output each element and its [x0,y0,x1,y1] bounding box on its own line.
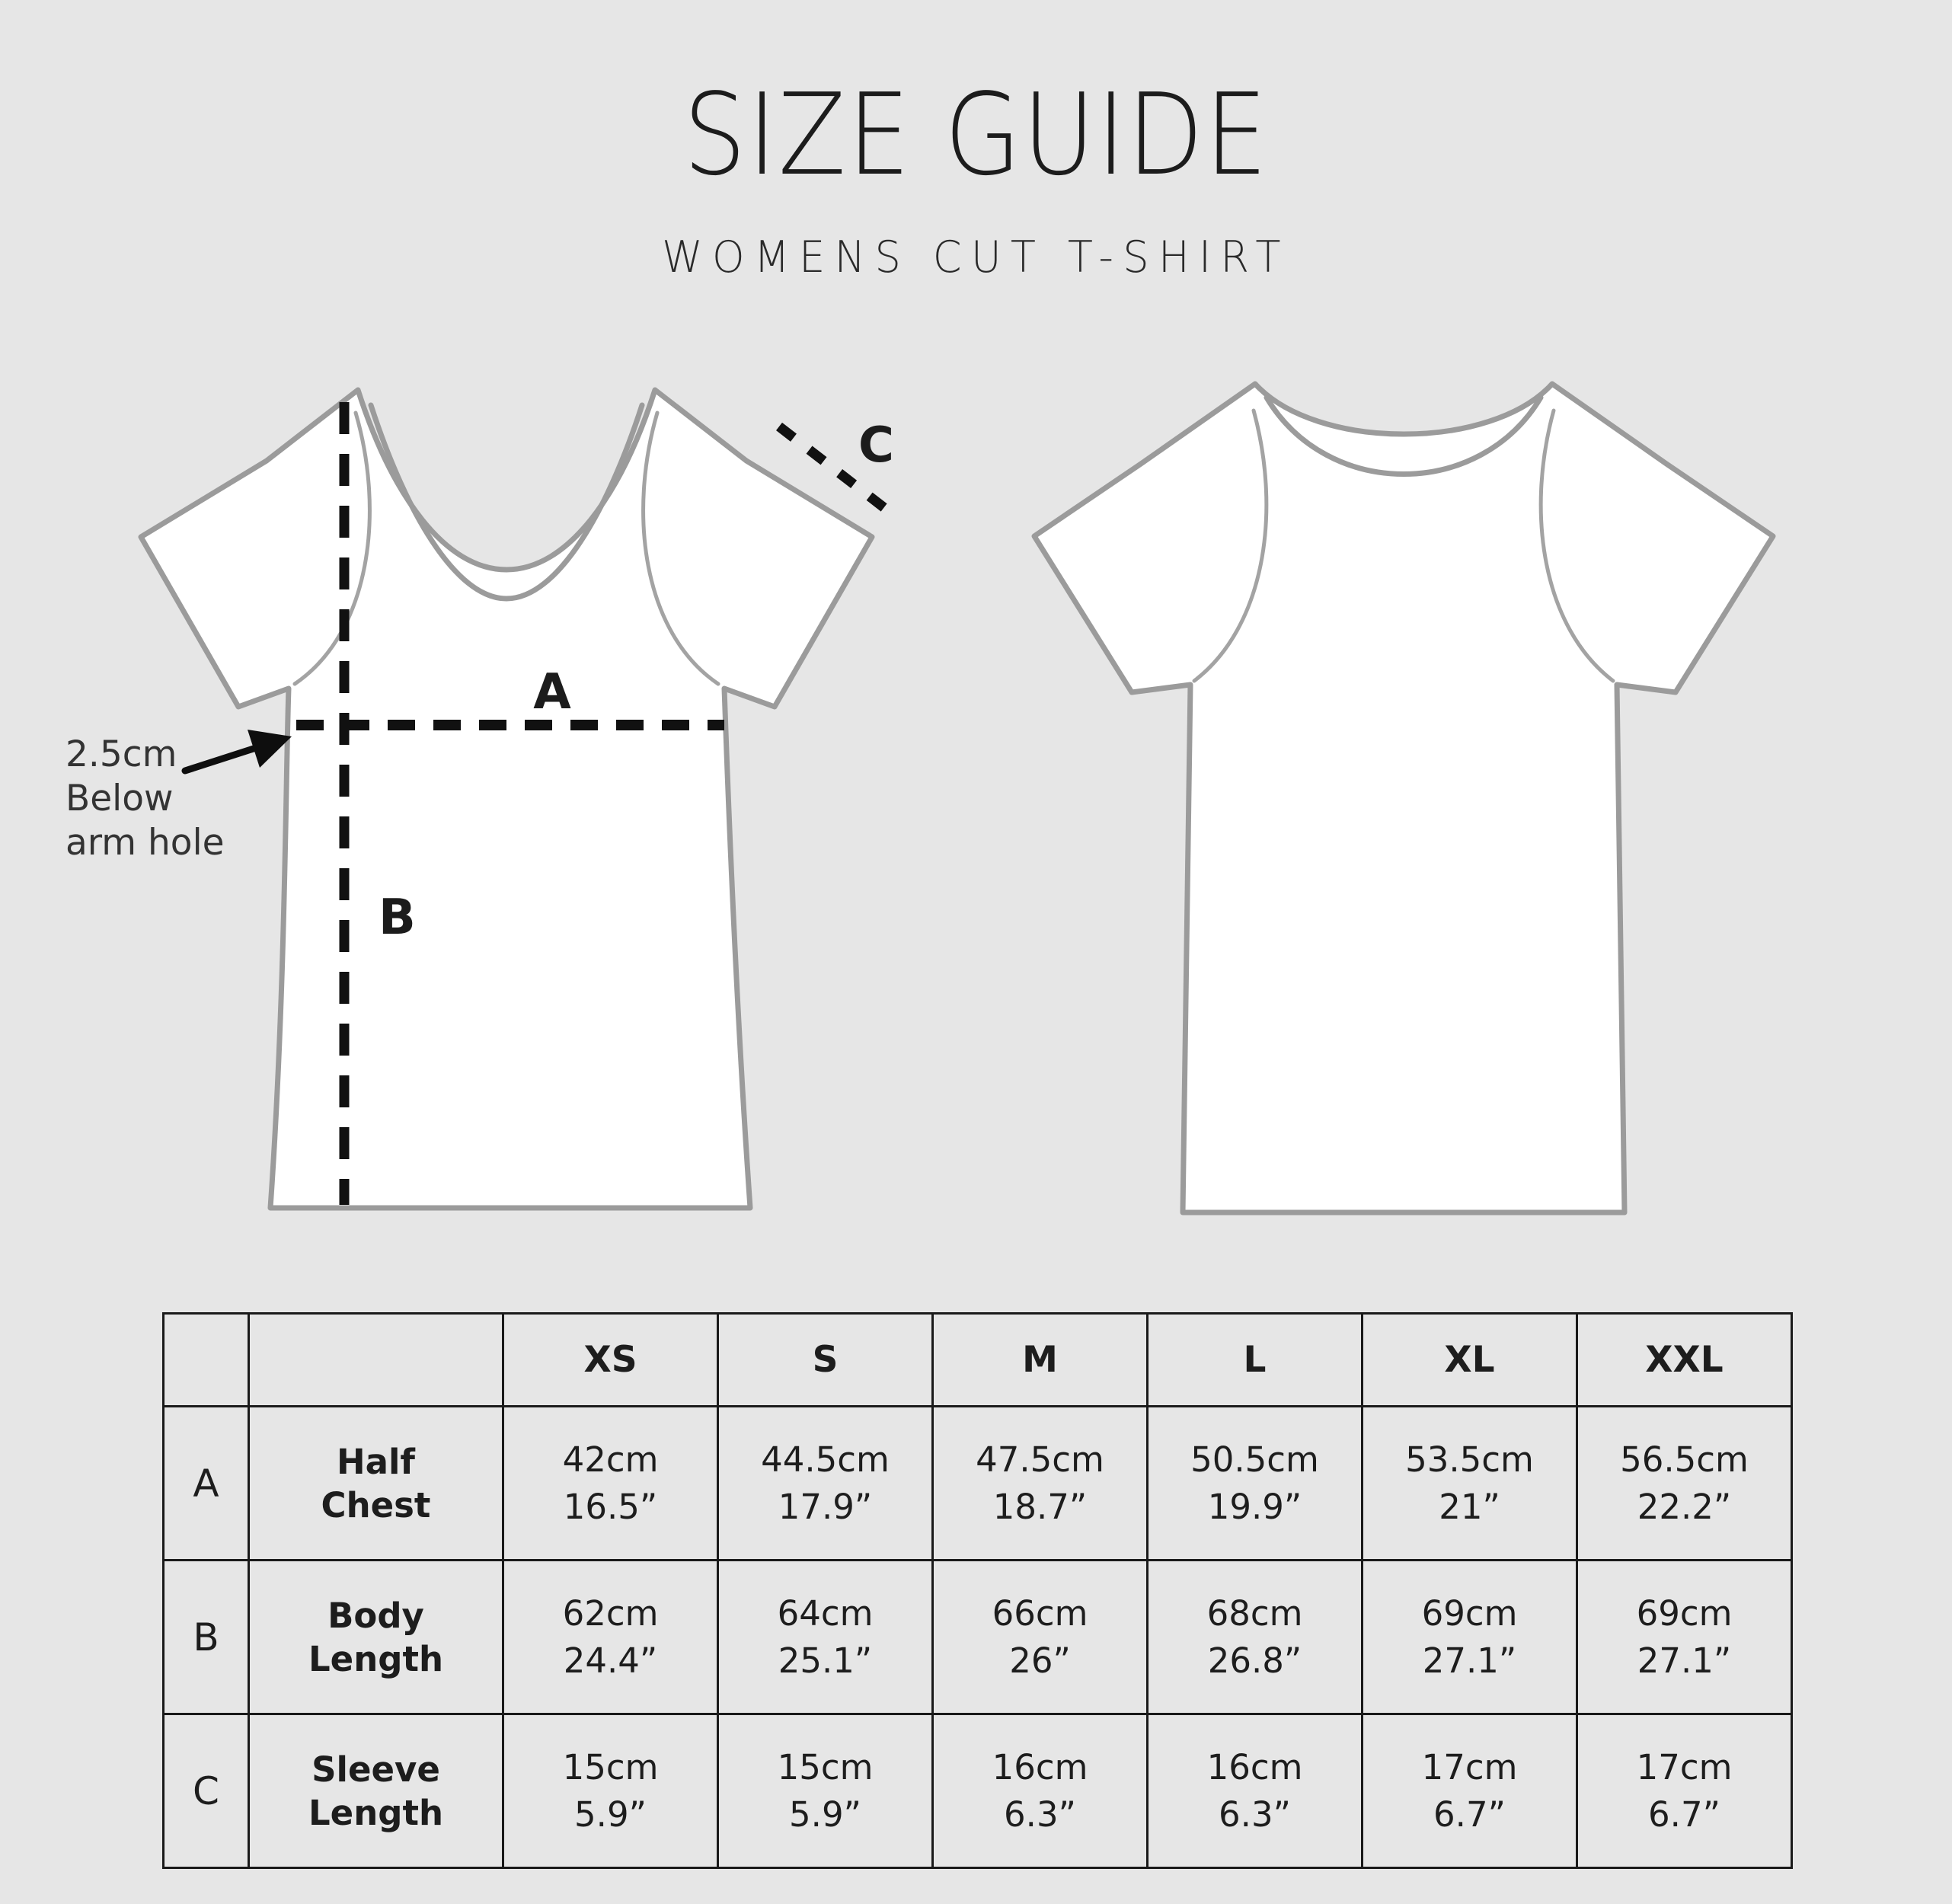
table-row-sleeve-length [164,1714,1792,1868]
row-letter: B [164,1561,249,1714]
value-cell: 50.5cm 19.9” [1148,1407,1363,1561]
value-cell: 56.5cm 22.2” [1577,1407,1792,1561]
front-shirt-diagram [126,381,918,1219]
back-shirt-outline [1034,384,1773,1212]
size-header-xs: XS [503,1314,718,1407]
row-letter: C [164,1714,249,1868]
annotation-line-3: arm hole [65,822,225,864]
value-cell: 68cm 26.8” [1148,1561,1363,1714]
size-header-xl: XL [1363,1314,1577,1407]
value-cell: 69cm 27.1” [1577,1561,1792,1714]
corner-cell [249,1314,503,1407]
value-cell: 42cm 16.5” [503,1407,718,1561]
annotation-line-2: Below [65,778,174,819]
annotation-line-1: 2.5cm [65,733,177,775]
front-shirt-outline [141,390,872,1208]
value-cell: 64cm 25.1” [718,1561,933,1714]
value-cell: 16cm 6.3” [933,1714,1148,1868]
corner-cell [164,1314,249,1407]
value-cell: 17cm 6.7” [1577,1714,1792,1868]
value-cell: 47.5cm 18.7” [933,1407,1148,1561]
size-header-l: L [1148,1314,1363,1407]
value-cell: 69cm 27.1” [1363,1561,1577,1714]
size-header-m: M [933,1314,1148,1407]
value-cell: 15cm 5.9” [718,1714,933,1868]
value-cell: 53.5cm 21” [1363,1407,1577,1561]
page-title: SIZE GUIDE [683,69,1269,200]
label-c: C [858,417,894,474]
back-shirt-diagram [1027,376,1781,1218]
value-cell: 16cm 6.3” [1148,1714,1363,1868]
value-cell: 15cm 5.9” [503,1714,718,1868]
value-cell: 44.5cm 17.9” [718,1407,933,1561]
table-row-body-length [164,1561,1792,1714]
header [0,69,1952,283]
table-row-half-chest [164,1407,1792,1561]
row-name: Sleeve Length [249,1714,503,1868]
label-b: B [379,890,416,946]
row-letter: A [164,1407,249,1561]
value-cell: 66cm 26” [933,1561,1148,1714]
size-header-s: S [718,1314,933,1407]
size-table [162,1312,1793,1869]
row-name: Body Length [249,1561,503,1714]
row-name: Half Chest [249,1407,503,1561]
table-header-row [164,1314,1792,1407]
armhole-annotation [65,733,225,865]
value-cell: 17cm 6.7” [1363,1714,1577,1868]
page-subtitle: WOMENS CUT T-SHIRT [662,232,1290,283]
label-a: A [533,664,571,720]
size-header-xxl: XXL [1577,1314,1792,1407]
value-cell: 62cm 24.4” [503,1561,718,1714]
